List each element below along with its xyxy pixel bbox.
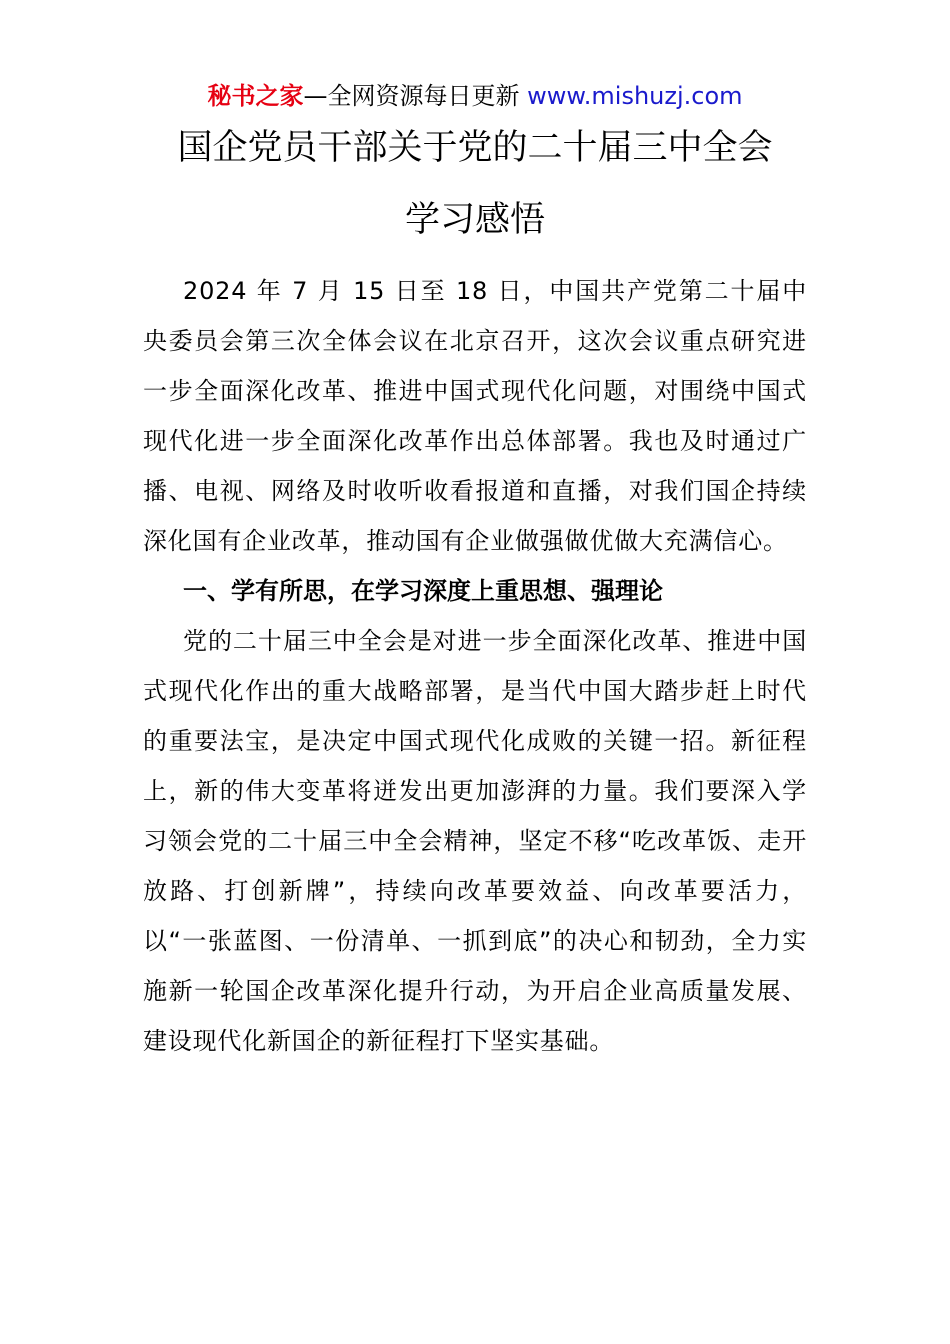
body-paragraph-1: 2024 年 7 月 15 日至 18 日，中国共产党第二十届中央委员会第三次全体会议在北京召开，这次会议重点研究进一步全面深化改革、推进中国式现代化问题，对围绕中国式现代化进一步全面深化改革作出总体部署。我也及时通过广播、电视、网络及时收听收看报道和直播，对我们国企持续深化国有企业改革，推动国有企业做强做优做大充满信心。	[143, 277, 807, 555]
site-tagline: —全网资源每日更新	[303, 82, 528, 110]
site-header	[0, 80, 950, 112]
site-url-link[interactable]: www.mishuzj.com	[527, 82, 743, 110]
document-title-line-2: 学习感悟	[404, 200, 545, 240]
site-brand: 秘书之家	[207, 82, 304, 110]
document-body	[143, 266, 807, 1066]
document-title-line-1: 国企党员干部关于党的二十届三中全会	[177, 128, 773, 168]
body-paragraph-2: 党的二十届三中全会是对进一步全面深化改革、推进中国式现代化作出的重大战略部署，是当代中国大踏步赶上时代的重要法宝，是决定中国式现代化成败的关键一招。新征程上，新的伟大变革将迸发出更加澎湃的力量。我们要深入学习领会党的二十届三中全会精神，坚定不移“吃改革饭、走开放路、打创新牌”，持续向改革要效益、向改革要活力，以“一张蓝图、一份清单、一抓到底”的决心和韧劲，全力实施新一轮国企改革深化提升行动，为开启企业高质量发展、建设现代化新国企的新征程打下坚实基础。	[143, 627, 807, 1055]
section-heading-1: 一、学有所思，在学习深度上重思想、强理论	[183, 577, 663, 605]
